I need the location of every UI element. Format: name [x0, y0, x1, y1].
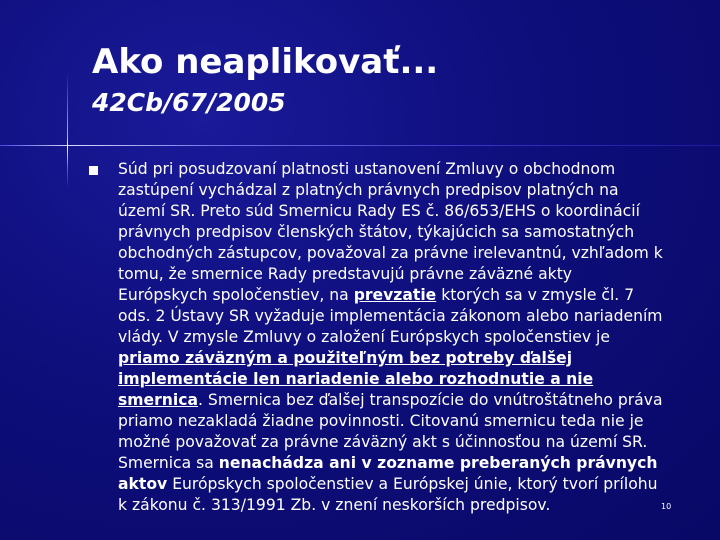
body-line: obchodných zástupcov, považoval za právne irelevantnú, vzhľadom k — [118, 244, 663, 262]
body-text-segment: Európskych spoločenstiev a Európskej únie, ktorý tvorí prílohu — [167, 475, 658, 493]
emphasis-line: priamo záväzným a použiteľným bez potreby ďalšej — [118, 349, 573, 367]
emphasis-smernica: smernica — [118, 391, 199, 409]
body-line: vlády. V zmysle Zmluvy o založení Európskych spoločenstiev je — [118, 328, 610, 346]
emphasis-prevzatie: prevzatie — [353, 286, 437, 304]
body-line: území SR. Preto súd Smernicu Rady ES č. 86/653/EHS o koordinácií — [118, 202, 640, 220]
bold-segment: aktov — [118, 475, 168, 493]
body-line: k zákonu č. 313/1991 Zb. v znení neskorších predpisov. — [118, 496, 551, 514]
slide-subtitle: 42Cb/67/2005 — [92, 88, 286, 117]
body-line: právnych predpisov členských štátov, týkajúcich sa samostatných — [118, 223, 635, 241]
body-line — [118, 390, 674, 411]
body-text-segment: Smernica sa — [118, 454, 219, 472]
body-text-segment: ktorých sa v zmysle čl. 7 — [436, 286, 635, 304]
page-number: 10 — [661, 502, 672, 511]
body-line — [118, 453, 674, 474]
body-line: zastúpení vychádzal z platných právnych predpisov platných na — [118, 181, 619, 199]
body-line — [118, 474, 674, 495]
slide-title: Ako neaplikovať... — [92, 42, 439, 82]
bullet-paragraph — [118, 159, 674, 516]
body-line: ods. 2 Ústavy SR vyžaduje implementácia zákonom alebo nariadením — [118, 307, 663, 325]
bold-segment: nenachádza ani v zozname preberaných právnych — [218, 454, 658, 472]
body-line — [118, 285, 674, 306]
body-line: priamo nezakladá žiadne povinnosti. Citovanú smernicu teda nie je — [118, 412, 644, 430]
body-line: Súd pri posudzovaní platnosti ustanovení Zmluvy o obchodnom — [118, 160, 616, 178]
decorative-horizontal-line — [0, 145, 720, 146]
body-text-segment: . Smernica bez ďalšej transpozície do vnútroštátneho práva — [198, 391, 663, 409]
body-text-segment: Európskych spoločenstiev, na — [118, 286, 354, 304]
emphasis-line: implementácie len nariadenie alebo rozhodnutie a nie — [118, 370, 594, 388]
body-line: možné považovať za právne záväzný akt s účinnosťou na území SR. — [118, 433, 648, 451]
decorative-vertical-line — [67, 75, 68, 190]
bullet-square-icon — [89, 166, 98, 175]
body-line: tomu, že smernice Rady predstavujú právne záväzné akty — [118, 265, 573, 283]
